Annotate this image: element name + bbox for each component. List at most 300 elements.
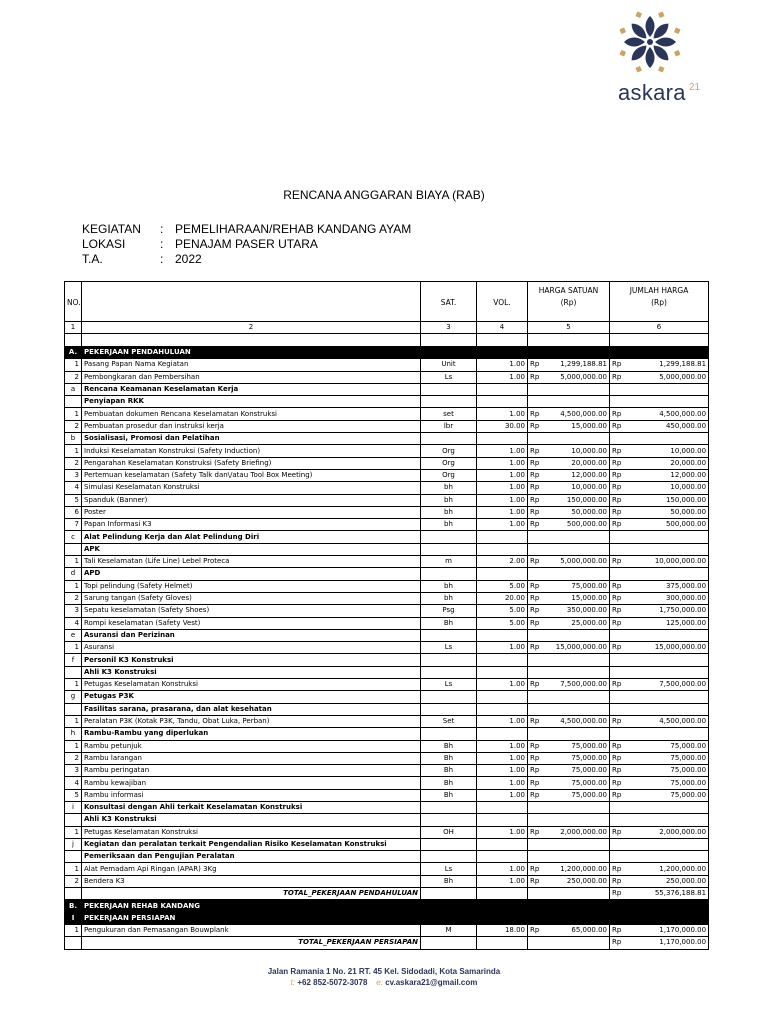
total-currency: Rp xyxy=(610,937,628,949)
row-unit: Set xyxy=(421,715,477,727)
row-number xyxy=(65,703,82,715)
empty-cell xyxy=(546,937,610,949)
index-cell: 6 xyxy=(610,322,709,334)
row-number: 1 xyxy=(65,740,82,752)
table-row xyxy=(65,740,709,752)
empty-cell xyxy=(421,347,477,359)
table-row xyxy=(65,642,709,654)
email-label: e: xyxy=(376,978,383,987)
total-currency: Rp xyxy=(610,740,628,752)
empty-cell xyxy=(421,568,477,580)
table-row xyxy=(65,875,709,887)
row-unit: Org xyxy=(421,445,477,457)
table-row xyxy=(65,371,709,383)
empty-cell xyxy=(546,888,610,900)
row-number: 1 xyxy=(65,715,82,727)
empty-cell xyxy=(528,629,610,641)
row-total: 15,000,000.00 xyxy=(628,642,709,654)
row-total: 20,000.00 xyxy=(628,457,709,469)
row-number: 1 xyxy=(65,863,82,875)
price-currency: Rp xyxy=(528,371,546,383)
row-volume: 1.00 xyxy=(477,740,528,752)
table-row xyxy=(65,408,709,420)
row-volume: 1.00 xyxy=(477,752,528,764)
total-row xyxy=(65,937,709,949)
row-unit: Bh xyxy=(421,777,477,789)
row-volume: 5.00 xyxy=(477,617,528,629)
empty-cell xyxy=(421,851,477,863)
row-number xyxy=(65,888,82,900)
section-header-row xyxy=(65,900,709,912)
total-currency: Rp xyxy=(610,924,628,936)
price-currency: Rp xyxy=(528,457,546,469)
logo-diamond xyxy=(635,66,642,73)
row-description: TOTAL_PEKERJAAN PENDAHULUAN xyxy=(82,888,421,900)
row-total: 150,000.00 xyxy=(628,494,709,506)
row-description: Personil K3 Konstruksi xyxy=(82,654,421,666)
row-unit: Ls xyxy=(421,371,477,383)
row-description: Asuransi xyxy=(82,642,421,654)
row-volume: 5.00 xyxy=(477,580,528,592)
info-row-lokasi xyxy=(82,237,318,251)
empty-cell xyxy=(528,666,610,678)
row-description: Petugas Keselamatan Konstruksi xyxy=(82,679,421,691)
empty-cell xyxy=(610,666,709,678)
document-title: RENCANA ANGGARAN BIAYA (RAB) xyxy=(283,188,485,202)
empty-cell xyxy=(421,728,477,740)
header-no: NO. xyxy=(65,282,82,322)
row-total: 1,750,000.00 xyxy=(628,605,709,617)
table-row xyxy=(65,359,709,371)
index-cell: 4 xyxy=(477,322,528,334)
empty-cell xyxy=(477,728,528,740)
logo-diamond xyxy=(674,27,681,34)
total-currency: Rp xyxy=(610,777,628,789)
row-total: 1,170,000.00 xyxy=(628,924,709,936)
price-currency: Rp xyxy=(528,679,546,691)
empty-cell xyxy=(421,937,477,949)
price-currency: Rp xyxy=(528,789,546,801)
header-sat: SAT. xyxy=(421,282,477,322)
row-volume: 1.00 xyxy=(477,408,528,420)
footer-phone: +62 852-5072-3078 xyxy=(297,978,368,987)
table-row xyxy=(65,592,709,604)
info-label: KEGIATAN xyxy=(82,222,141,236)
empty-cell xyxy=(477,851,528,863)
empty-cell xyxy=(421,383,477,395)
row-unit-price: 2,000,000.00 xyxy=(546,826,610,838)
empty-cell xyxy=(477,396,528,408)
table-row xyxy=(65,482,709,494)
empty-cell xyxy=(610,703,709,715)
total-currency: Rp xyxy=(610,359,628,371)
empty-cell xyxy=(477,531,528,543)
row-description: Rambu larangan xyxy=(82,752,421,764)
row-total: 125,000.00 xyxy=(628,617,709,629)
total-currency: Rp xyxy=(610,592,628,604)
table-row xyxy=(65,457,709,469)
row-volume: 5.00 xyxy=(477,605,528,617)
empty-cell xyxy=(528,900,610,912)
price-currency: Rp xyxy=(528,715,546,727)
row-total: 1,200,000.00 xyxy=(628,863,709,875)
subsection-row xyxy=(65,666,709,678)
info-colon: : xyxy=(160,237,164,251)
row-unit: Bh xyxy=(421,765,477,777)
total-currency: Rp xyxy=(610,888,628,900)
empty-cell xyxy=(421,900,477,912)
row-unit-price: 75,000.00 xyxy=(546,752,610,764)
empty-cell xyxy=(477,383,528,395)
empty-cell xyxy=(610,728,709,740)
row-description: PEKERJAAN REHAB KANDANG xyxy=(82,900,421,912)
empty-cell xyxy=(421,814,477,826)
empty-cell xyxy=(610,838,709,850)
row-number xyxy=(65,851,82,863)
empty-cell xyxy=(477,801,528,813)
row-total: 450,000.00 xyxy=(628,420,709,432)
row-total: 4,500,000.00 xyxy=(628,408,709,420)
empty-cell xyxy=(477,703,528,715)
empty-cell xyxy=(421,801,477,813)
price-currency: Rp xyxy=(528,408,546,420)
row-number: A. xyxy=(65,347,82,359)
table-row xyxy=(65,777,709,789)
total-currency: Rp xyxy=(610,752,628,764)
total-currency: Rp xyxy=(610,556,628,568)
row-description: Ahli K3 Konstruksi xyxy=(82,814,421,826)
empty-cell xyxy=(610,691,709,703)
row-volume: 1.00 xyxy=(477,519,528,531)
price-currency: Rp xyxy=(528,445,546,457)
row-volume: 1.00 xyxy=(477,469,528,481)
row-unit: bh xyxy=(421,506,477,518)
row-volume: 1.00 xyxy=(477,494,528,506)
total-currency: Rp xyxy=(610,519,628,531)
subsection-row xyxy=(65,531,709,543)
empty-cell xyxy=(528,912,610,924)
row-unit-price: 12,000.00 xyxy=(546,469,610,481)
table-row xyxy=(65,863,709,875)
row-unit-price: 50,000.00 xyxy=(546,506,610,518)
row-volume: 20.00 xyxy=(477,592,528,604)
row-number: b xyxy=(65,433,82,445)
row-unit-price: 15,000.00 xyxy=(546,592,610,604)
empty-cell xyxy=(610,347,709,359)
row-volume: 1.00 xyxy=(477,506,528,518)
table-row xyxy=(65,420,709,432)
subsection-row xyxy=(65,703,709,715)
empty-cell xyxy=(528,543,610,555)
row-unit-price: 75,000.00 xyxy=(546,777,610,789)
row-volume: 1.00 xyxy=(477,789,528,801)
empty-cell xyxy=(528,801,610,813)
row-description: Rambu petunjuk xyxy=(82,740,421,752)
row-number: 1 xyxy=(65,408,82,420)
table-row xyxy=(65,556,709,568)
row-volume: 1.00 xyxy=(477,482,528,494)
row-unit-price: 10,000.00 xyxy=(546,482,610,494)
row-description: PEKERJAAN PENDAHULUAN xyxy=(82,347,421,359)
logo-diamond xyxy=(635,11,642,18)
empty-cell xyxy=(477,654,528,666)
row-description: Pasang Papan Nama Kegiatan xyxy=(82,359,421,371)
row-number: i xyxy=(65,801,82,813)
total-currency: Rp xyxy=(610,494,628,506)
empty-cell xyxy=(477,543,528,555)
subsection-row xyxy=(65,568,709,580)
row-unit-price: 75,000.00 xyxy=(546,789,610,801)
row-unit-price: 75,000.00 xyxy=(546,580,610,592)
row-total: 12,000.00 xyxy=(628,469,709,481)
table-header-row xyxy=(65,282,709,322)
row-total: 375,000.00 xyxy=(628,580,709,592)
row-description: Poster xyxy=(82,506,421,518)
header-jumlah-line2: (Rp) xyxy=(651,298,667,307)
row-number: I xyxy=(65,912,82,924)
row-number: 1 xyxy=(65,679,82,691)
row-unit-price: 500,000.00 xyxy=(546,519,610,531)
row-unit: Bh xyxy=(421,875,477,887)
price-currency: Rp xyxy=(528,863,546,875)
table-row xyxy=(65,679,709,691)
row-description: Topi pelindung (Safety Helmet) xyxy=(82,580,421,592)
row-unit-price: 1,299,188.81 xyxy=(546,359,610,371)
row-description: Fasilitas sarana, prasarana, dan alat kesehatan xyxy=(82,703,421,715)
row-number: f xyxy=(65,654,82,666)
row-number: 1 xyxy=(65,359,82,371)
subsection-row xyxy=(65,728,709,740)
price-currency: Rp xyxy=(528,924,546,936)
empty-cell xyxy=(610,629,709,641)
logo-petal xyxy=(655,38,676,47)
row-number: 3 xyxy=(65,469,82,481)
row-unit-price: 20,000.00 xyxy=(546,457,610,469)
empty-cell xyxy=(477,691,528,703)
row-volume: 18.00 xyxy=(477,924,528,936)
row-description: Rencana Keamanan Keselamatan Kerja xyxy=(82,383,421,395)
empty-cell xyxy=(421,888,477,900)
row-number: 1 xyxy=(65,642,82,654)
row-number: 2 xyxy=(65,371,82,383)
row-description: Induksi Keselamatan Konstruksi (Safety Induction) xyxy=(82,445,421,457)
row-unit-price: 1,200,000.00 xyxy=(546,863,610,875)
row-unit: bh xyxy=(421,482,477,494)
row-total: 75,000.00 xyxy=(628,777,709,789)
price-currency: Rp xyxy=(528,359,546,371)
row-volume: 1.00 xyxy=(477,371,528,383)
empty-cell xyxy=(421,396,477,408)
row-number: 1 xyxy=(65,556,82,568)
empty-cell xyxy=(421,654,477,666)
row-description: Petugas Keselamatan Konstruksi xyxy=(82,826,421,838)
total-currency: Rp xyxy=(610,371,628,383)
row-description: Tali Keselamatan (Life Line) Lebel Proteca xyxy=(82,556,421,568)
row-description: Rambu informasi xyxy=(82,789,421,801)
row-total: 1,170,000.00 xyxy=(628,937,709,949)
row-description: Pemeriksaan dan Pengujian Peralatan xyxy=(82,851,421,863)
row-description: APK xyxy=(82,543,421,555)
row-number xyxy=(65,666,82,678)
row-volume: 1.00 xyxy=(477,777,528,789)
total-currency: Rp xyxy=(610,408,628,420)
row-unit-price: 15,000,000.00 xyxy=(546,642,610,654)
info-row-ta xyxy=(82,252,202,266)
row-number: 2 xyxy=(65,457,82,469)
index-cell: 2 xyxy=(82,322,421,334)
row-unit-price: 75,000.00 xyxy=(546,740,610,752)
table-row xyxy=(65,826,709,838)
empty-cell xyxy=(528,383,610,395)
logo-petal xyxy=(646,16,655,37)
row-volume: 30.00 xyxy=(477,420,528,432)
row-unit: Unit xyxy=(421,359,477,371)
info-colon: : xyxy=(160,252,164,266)
row-number: 7 xyxy=(65,519,82,531)
empty-cell xyxy=(477,888,528,900)
row-description: Pembuatan dokumen Rencana Keselamatan Konstruksi xyxy=(82,408,421,420)
row-description: APD xyxy=(82,568,421,580)
table-row xyxy=(65,752,709,764)
row-total: 4,500,000.00 xyxy=(628,715,709,727)
empty-cell xyxy=(528,937,546,949)
empty-cell xyxy=(528,396,610,408)
row-volume: 2.00 xyxy=(477,556,528,568)
row-description: Ahli K3 Konstruksi xyxy=(82,666,421,678)
total-currency: Rp xyxy=(610,679,628,691)
total-currency: Rp xyxy=(610,642,628,654)
subsection-row xyxy=(65,433,709,445)
row-unit: Ls xyxy=(421,679,477,691)
empty-cell xyxy=(421,531,477,543)
empty-cell xyxy=(421,838,477,850)
row-number: 2 xyxy=(65,592,82,604)
row-description: Peralatan P3K (Kotak P3K, Tandu, Obat Luka, Perban) xyxy=(82,715,421,727)
row-description: Kegiatan dan peralatan terkait Pengendalian Risiko Keselamatan Konstruksi xyxy=(82,838,421,850)
row-number: 5 xyxy=(65,494,82,506)
empty-cell xyxy=(528,728,610,740)
empty-cell xyxy=(610,383,709,395)
logo-wordmark: askara xyxy=(618,80,686,105)
row-description: Pertemuan keselamatan (Safety Talk dan\/atau Tool Box Meeting) xyxy=(82,469,421,481)
empty-cell xyxy=(528,433,610,445)
row-description: PEKERJAAN PERSIAPAN xyxy=(82,912,421,924)
row-description: Papan Informasi K3 xyxy=(82,519,421,531)
empty-cell xyxy=(610,568,709,580)
row-unit: set xyxy=(421,408,477,420)
row-number: 1 xyxy=(65,826,82,838)
row-number: 1 xyxy=(65,924,82,936)
empty-cell xyxy=(528,703,610,715)
table-index-row xyxy=(65,322,709,334)
row-number: g xyxy=(65,691,82,703)
row-unit-price: 4,500,000.00 xyxy=(546,408,610,420)
logo-diamond xyxy=(619,50,626,57)
row-unit-price: 65,000.00 xyxy=(546,924,610,936)
row-description: Asuransi dan Perizinan xyxy=(82,629,421,641)
empty-cell xyxy=(477,814,528,826)
empty-cell xyxy=(477,347,528,359)
row-description: Alat Pelindung Kerja dan Alat Pelindung Diri xyxy=(82,531,421,543)
row-unit-price: 4,500,000.00 xyxy=(546,715,610,727)
row-unit: lbr xyxy=(421,420,477,432)
empty-cell xyxy=(528,691,610,703)
row-total: 250,000.00 xyxy=(628,875,709,887)
row-number xyxy=(65,814,82,826)
row-description: Sarung tangan (Safety Gloves) xyxy=(82,592,421,604)
section-header-row xyxy=(65,912,709,924)
row-unit: Bh xyxy=(421,752,477,764)
subsection-row xyxy=(65,629,709,641)
row-unit: Ls xyxy=(421,642,477,654)
empty-cell xyxy=(528,654,610,666)
row-unit: Psg xyxy=(421,605,477,617)
empty-cell xyxy=(528,531,610,543)
table-row xyxy=(65,506,709,518)
logo-diamond xyxy=(658,66,665,73)
row-number: d xyxy=(65,568,82,580)
price-currency: Rp xyxy=(528,420,546,432)
row-unit: Org xyxy=(421,469,477,481)
empty-cell xyxy=(477,568,528,580)
total-row xyxy=(65,888,709,900)
subsection-row xyxy=(65,654,709,666)
empty-cell xyxy=(421,666,477,678)
row-unit-price: 75,000.00 xyxy=(546,765,610,777)
empty-cell xyxy=(477,912,528,924)
row-number xyxy=(65,937,82,949)
row-description: Rambu peringatan xyxy=(82,765,421,777)
table-row xyxy=(65,469,709,481)
row-number: 2 xyxy=(65,420,82,432)
price-currency: Rp xyxy=(528,752,546,764)
row-total: 2,000,000.00 xyxy=(628,826,709,838)
row-total: 75,000.00 xyxy=(628,789,709,801)
row-total: 7,500,000.00 xyxy=(628,679,709,691)
logo-diamond xyxy=(619,27,626,34)
row-number: 1 xyxy=(65,445,82,457)
row-volume: 1.00 xyxy=(477,826,528,838)
row-volume: 1.00 xyxy=(477,863,528,875)
total-currency: Rp xyxy=(610,469,628,481)
header-harga-line2: (Rp) xyxy=(560,298,577,307)
row-total: 75,000.00 xyxy=(628,740,709,752)
row-unit-price: 15,000.00 xyxy=(546,420,610,432)
empty-cell xyxy=(528,888,546,900)
row-unit: bh xyxy=(421,592,477,604)
row-number: j xyxy=(65,838,82,850)
row-description: Pengukuran dan Pemasangan Bouwplank xyxy=(82,924,421,936)
row-unit: OH xyxy=(421,826,477,838)
logo-petal xyxy=(624,38,645,47)
logo-superscript: 21 xyxy=(689,82,701,93)
info-colon: : xyxy=(160,222,164,236)
row-total: 75,000.00 xyxy=(628,752,709,764)
row-unit-price: 25,000.00 xyxy=(546,617,610,629)
row-number: h xyxy=(65,728,82,740)
empty-cell xyxy=(477,433,528,445)
row-description: TOTAL_PEKERJAAN PERSIAPAN xyxy=(82,937,421,949)
row-unit-price: 350,000.00 xyxy=(546,605,610,617)
table-row xyxy=(65,445,709,457)
info-label: T.A. xyxy=(82,252,103,266)
empty-cell xyxy=(610,851,709,863)
row-volume: 1.00 xyxy=(477,359,528,371)
price-currency: Rp xyxy=(528,765,546,777)
empty-cell xyxy=(528,838,610,850)
empty-cell xyxy=(528,568,610,580)
row-total: 10,000,000.00 xyxy=(628,556,709,568)
